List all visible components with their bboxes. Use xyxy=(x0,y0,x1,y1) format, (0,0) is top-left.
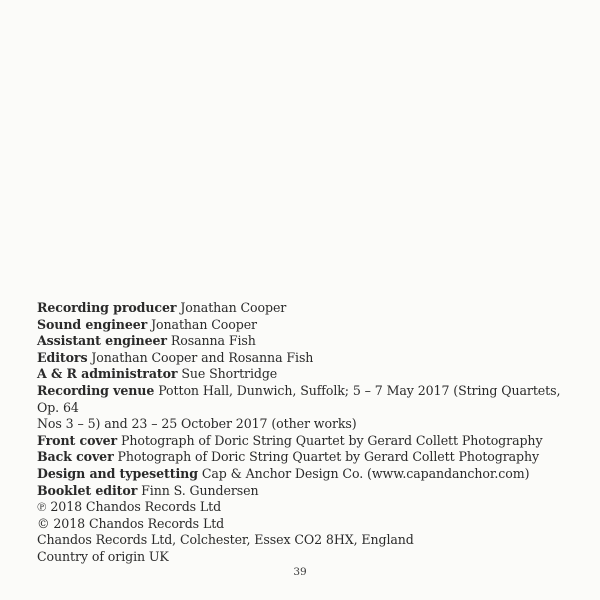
assistant-engineer-label: Assistant engineer xyxy=(37,333,167,349)
back-cover-label: Back cover xyxy=(37,449,114,465)
sound-engineer-line xyxy=(37,317,565,334)
ar-administrator-value: Sue Shortridge xyxy=(181,366,278,382)
recording-venue-value: Potton Hall, Dunwich, Suffolk; 5 – 7 May 2017 (String Quartets, Op. 64 xyxy=(37,382,561,415)
country-line: Country of origin UK xyxy=(37,548,169,564)
ar-administrator-label: A & R administrator xyxy=(37,366,178,382)
front-cover-value: Photograph of Doric String Quartet by Gerard Collett Photography xyxy=(120,432,543,448)
address-line: Chandos Records Ltd, Colchester, Essex CO2 8HX, England xyxy=(37,532,414,548)
ar-administrator-line xyxy=(37,366,565,383)
back-cover-value: Photograph of Doric String Quartet by Gerard Collett Photography xyxy=(117,449,540,465)
recording-producer-label: Recording producer xyxy=(37,300,177,315)
sound-engineer-label: Sound engineer xyxy=(37,316,148,332)
front-cover-label: Front cover xyxy=(37,432,118,448)
booklet-editor-value: Finn S. Gundersen xyxy=(141,482,259,498)
assistant-engineer-value: Rosanna Fish xyxy=(170,333,256,349)
recording-producer-line xyxy=(37,300,565,317)
design-value: Cap & Anchor Design Co. (www.capandanchor.com) xyxy=(201,465,530,481)
booklet-editor-line xyxy=(37,483,565,500)
page-number: 39 xyxy=(293,566,307,578)
design-label: Design and typesetting xyxy=(37,465,198,481)
booklet-editor-label: Booklet editor xyxy=(37,482,138,498)
recording-producer-value: Jonathan Cooper xyxy=(180,300,287,315)
back-cover-line xyxy=(37,449,565,466)
editors-line xyxy=(37,350,565,367)
phonogram-line: ℗ 2018 Chandos Records Ltd xyxy=(37,499,222,515)
assistant-engineer-line xyxy=(37,333,565,350)
credits-block xyxy=(37,300,565,566)
editors-value: Jonathan Cooper and Rosanna Fish xyxy=(91,349,314,365)
recording-venue-label: Recording venue xyxy=(37,382,155,398)
front-cover-line xyxy=(37,433,565,450)
editors-label: Editors xyxy=(37,349,88,365)
design-line xyxy=(37,466,565,483)
recording-venue-line xyxy=(37,383,565,416)
recording-venue-value-cont: Nos 3 – 5) and 23 – 25 October 2017 (other works) xyxy=(37,416,357,432)
copyright-line: © 2018 Chandos Records Ltd xyxy=(37,515,225,531)
sound-engineer-value: Jonathan Cooper xyxy=(151,316,257,332)
recording-venue-continuation xyxy=(37,416,565,433)
